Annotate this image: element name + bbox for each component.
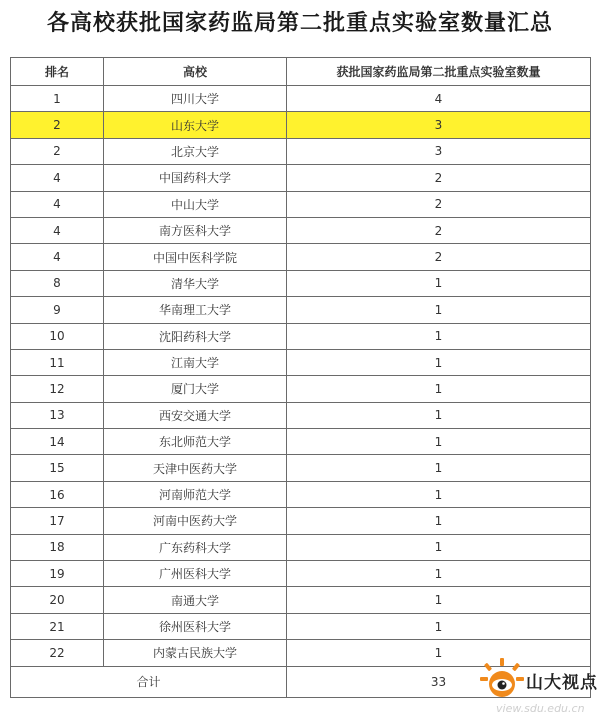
table-row (11, 534, 591, 560)
school-cell: 江南大学 (104, 349, 287, 375)
school-cell: 中国中医科学院 (104, 244, 287, 270)
ranking-table (10, 57, 591, 698)
count-cell: 1 (287, 429, 591, 455)
rank-cell: 17 (11, 508, 104, 534)
school-cell: 河南中医药大学 (104, 508, 287, 534)
school-cell: 沈阳药科大学 (104, 323, 287, 349)
school-cell: 山东大学 (104, 112, 287, 138)
table-body (11, 86, 591, 698)
total-value: 33 (287, 666, 591, 697)
rank-cell: 14 (11, 429, 104, 455)
count-cell: 3 (287, 138, 591, 164)
watermark-url: view.sdu.edu.cn (496, 702, 585, 715)
rank-cell: 4 (11, 244, 104, 270)
school-cell: 天津中医药大学 (104, 455, 287, 481)
rank-cell: 1 (11, 86, 104, 112)
school-cell: 厦门大学 (104, 376, 287, 402)
rank-cell: 13 (11, 402, 104, 428)
table-row (11, 561, 591, 587)
school-cell: 四川大学 (104, 86, 287, 112)
count-cell: 1 (287, 349, 591, 375)
table-row (11, 349, 591, 375)
count-cell: 1 (287, 455, 591, 481)
school-cell: 西安交通大学 (104, 402, 287, 428)
table-row (11, 481, 591, 507)
count-cell: 1 (287, 640, 591, 666)
school-cell: 中山大学 (104, 191, 287, 217)
rank-cell: 10 (11, 323, 104, 349)
count-cell: 1 (287, 534, 591, 560)
page-title: 各高校获批国家药监局第二批重点实验室数量汇总 (46, 11, 553, 36)
table-row (11, 86, 591, 112)
count-cell: 3 (287, 112, 591, 138)
rank-cell: 18 (11, 534, 104, 560)
rank-cell: 19 (11, 561, 104, 587)
school-cell: 内蒙古民族大学 (104, 640, 287, 666)
rank-cell: 4 (11, 165, 104, 191)
watermark-brand: 山大视点 (526, 673, 598, 693)
school-cell: 河南师范大学 (104, 481, 287, 507)
count-cell: 1 (287, 481, 591, 507)
school-cell: 广州医科大学 (104, 561, 287, 587)
count-cell: 1 (287, 270, 591, 296)
count-cell: 1 (287, 297, 591, 323)
count-cell: 4 (287, 86, 591, 112)
count-cell: 1 (287, 561, 591, 587)
header-count: 获批国家药监局第二批重点实验室数量 (287, 58, 591, 86)
rank-cell: 15 (11, 455, 104, 481)
rank-cell: 4 (11, 217, 104, 243)
count-cell: 2 (287, 244, 591, 270)
rank-cell: 4 (11, 191, 104, 217)
total-label: 合计 (11, 666, 287, 697)
rank-cell: 21 (11, 613, 104, 639)
rank-cell: 20 (11, 587, 104, 613)
table-row (11, 191, 591, 217)
table-row (11, 613, 591, 639)
count-cell: 1 (287, 402, 591, 428)
school-cell: 徐州医科大学 (104, 613, 287, 639)
table-row (11, 376, 591, 402)
table-row (11, 508, 591, 534)
table-row (11, 244, 591, 270)
count-cell: 1 (287, 587, 591, 613)
count-cell: 2 (287, 191, 591, 217)
header-rank: 排名 (11, 58, 104, 86)
school-cell: 南方医科大学 (104, 217, 287, 243)
table-row (11, 165, 591, 191)
table-row (11, 297, 591, 323)
count-cell: 1 (287, 376, 591, 402)
sun-eye-logo-icon (480, 658, 524, 702)
count-cell: 1 (287, 613, 591, 639)
rank-cell: 11 (11, 349, 104, 375)
school-cell: 南通大学 (104, 587, 287, 613)
school-cell: 广东药科大学 (104, 534, 287, 560)
school-cell: 清华大学 (104, 270, 287, 296)
table-row (11, 587, 591, 613)
rank-cell: 16 (11, 481, 104, 507)
table-row (11, 217, 591, 243)
count-cell: 1 (287, 508, 591, 534)
header-school: 高校 (104, 58, 287, 86)
school-cell: 中国药科大学 (104, 165, 287, 191)
count-cell: 1 (287, 323, 591, 349)
table-row (11, 429, 591, 455)
rank-cell: 8 (11, 270, 104, 296)
count-cell: 2 (287, 165, 591, 191)
table-row (11, 138, 591, 164)
table-row (11, 323, 591, 349)
school-cell: 华南理工大学 (104, 297, 287, 323)
table-row (11, 270, 591, 296)
table-header-row (11, 58, 591, 86)
school-cell: 东北师范大学 (104, 429, 287, 455)
rank-cell: 22 (11, 640, 104, 666)
count-cell: 2 (287, 217, 591, 243)
rank-cell: 2 (11, 138, 104, 164)
watermark-logo (478, 650, 600, 722)
rank-cell: 2 (11, 112, 104, 138)
rank-cell: 12 (11, 376, 104, 402)
table-row (11, 402, 591, 428)
school-cell: 北京大学 (104, 138, 287, 164)
table-row (11, 112, 591, 138)
rank-cell: 9 (11, 297, 104, 323)
table-row (11, 455, 591, 481)
